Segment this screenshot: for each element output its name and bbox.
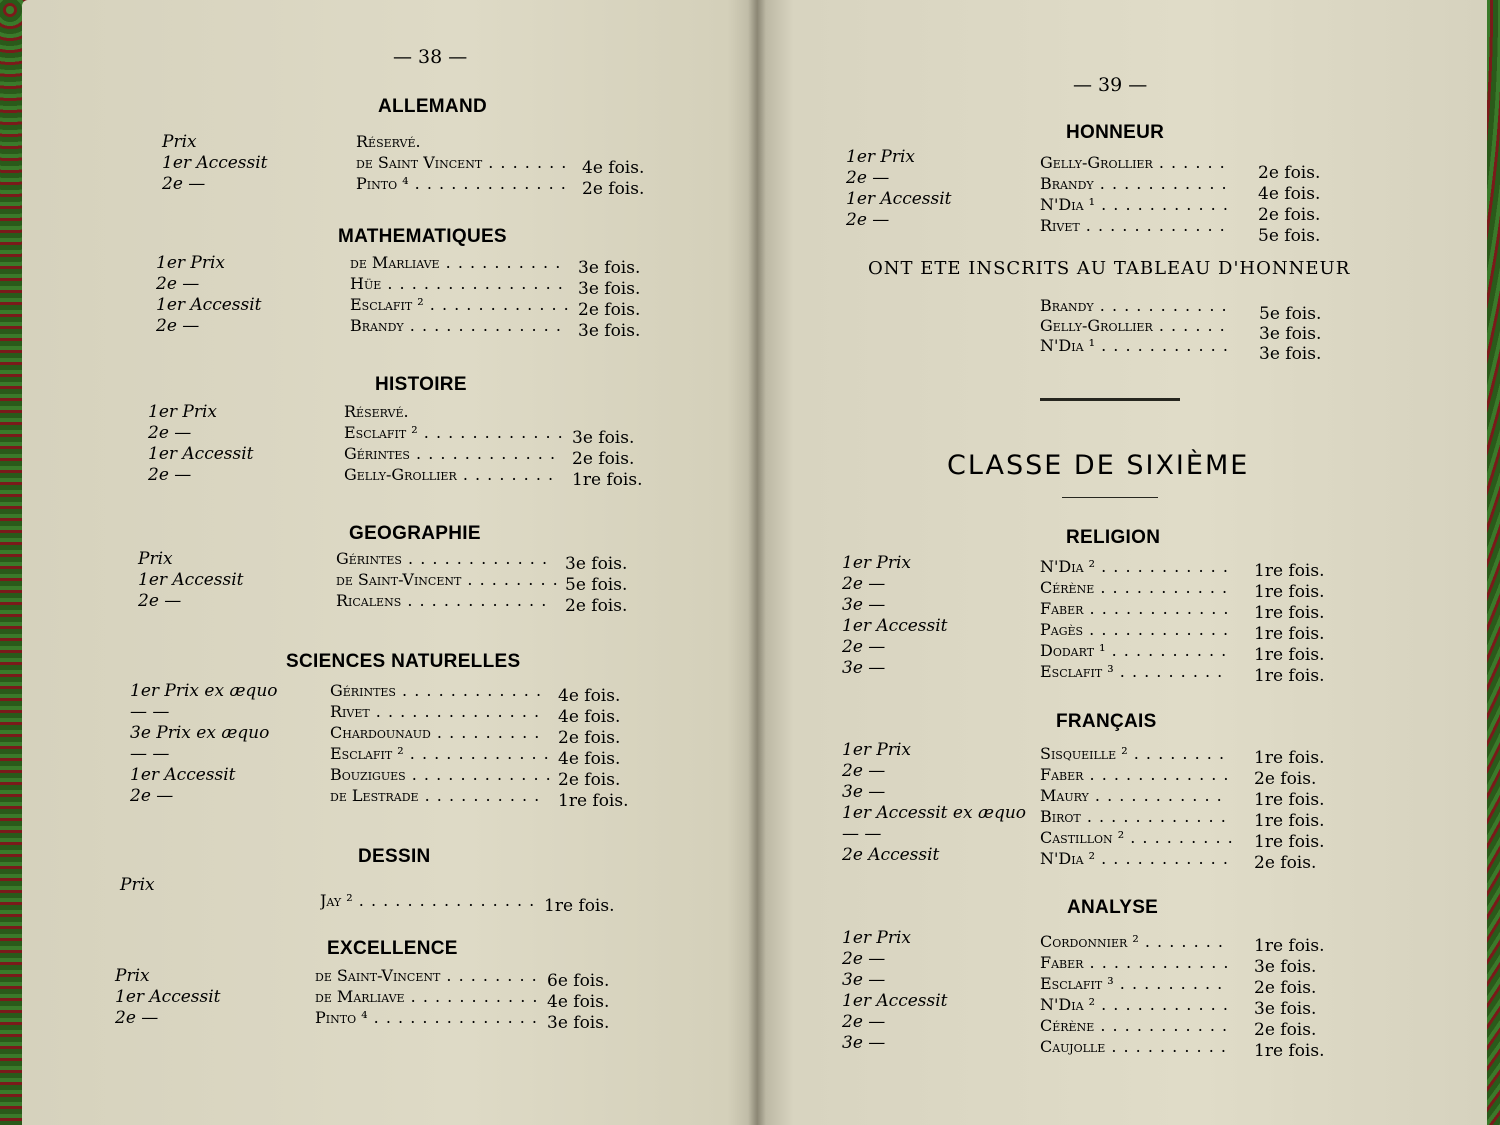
times-count: 1re fois.: [1254, 811, 1325, 831]
student-name: de Lestrade . . .: [330, 786, 552, 807]
award-label: 2e —: [130, 786, 174, 806]
times-count: 1re fois.: [1254, 748, 1325, 768]
student-name: Réservé.: [356, 132, 421, 151]
award-label: 3e —: [842, 1033, 886, 1053]
student-name: Birot . . .: [1040, 807, 1234, 828]
student-name-cell: [1040, 316, 1230, 337]
student-name: Maury . . .: [1040, 786, 1234, 807]
award-label: 2e —: [138, 591, 182, 611]
student-name-cell: [1040, 1016, 1234, 1037]
student-name-cell: [1040, 641, 1234, 662]
times-count: 3e fois.: [578, 258, 641, 278]
student-name-cell: [1040, 296, 1230, 317]
student-name: Jay ² . . .: [320, 891, 538, 912]
class-title: CLASSE DE SIXIÈME: [947, 450, 1250, 481]
award-label: 1er Accessit: [148, 444, 254, 464]
times-count: 1re fois.: [1254, 1041, 1325, 1061]
times-count: 2e fois.: [1254, 769, 1317, 789]
tableau-honneur-title: ONT ETE INSCRITS AU TABLEAU D'HONNEUR: [868, 258, 1351, 279]
times-count: 1re fois.: [572, 470, 643, 490]
student-name: Faber . . .: [1040, 953, 1234, 974]
student-name: Hüe . . .: [350, 274, 572, 295]
times-count: 2e fois.: [558, 770, 621, 790]
times-count: 1re fois.: [1254, 603, 1325, 623]
student-name-cell: [315, 1008, 541, 1029]
student-name: Cérène . . .: [1040, 1016, 1234, 1037]
student-name: Gelly-Grollier . . .: [1040, 153, 1230, 174]
award-label: 3e —: [842, 782, 886, 802]
times-count: 3e fois.: [1254, 957, 1317, 977]
award-label: 1er Prix: [842, 928, 911, 948]
student-name-cell: [320, 891, 538, 912]
times-count: 1re fois.: [1254, 645, 1325, 665]
times-count: 1re fois.: [1254, 832, 1325, 852]
student-name-cell: [1040, 174, 1230, 195]
award-label: Prix: [138, 549, 173, 569]
student-name: N'Dia ¹ . . .: [1040, 336, 1230, 357]
student-name-cell: [1040, 578, 1234, 599]
times-count: 1re fois.: [558, 791, 629, 811]
student-name-cell: [1040, 336, 1230, 357]
student-name: N'Dia ² . . .: [1040, 995, 1234, 1016]
times-count: 5e fois.: [1259, 304, 1322, 324]
times-count: 6e fois.: [547, 971, 610, 991]
times-count: 4e fois.: [558, 686, 621, 706]
award-label: Prix: [120, 875, 155, 895]
student-name-cell: [344, 423, 566, 444]
section-title-mathematiques: MATHEMATIQUES: [338, 226, 507, 247]
award-label: 1er Accessit: [162, 153, 268, 173]
student-name: Pagès . . .: [1040, 620, 1234, 641]
student-name-cell: [1040, 953, 1234, 974]
section-title-analyse: ANALYSE: [1067, 897, 1159, 918]
times-count: 2e fois.: [565, 596, 628, 616]
award-label: 2e —: [842, 574, 886, 594]
award-label: 2e —: [842, 761, 886, 781]
student-name-cell: [1040, 765, 1234, 786]
times-count: 1re fois.: [1254, 624, 1325, 644]
student-name-cell: [330, 681, 552, 702]
times-count: 2e fois.: [578, 300, 641, 320]
times-count: 4e fois.: [558, 707, 621, 727]
times-count: 4e fois.: [547, 992, 610, 1012]
award-label: 2e —: [842, 949, 886, 969]
times-count: 4e fois.: [1258, 184, 1321, 204]
award-label: 1er Accessit: [842, 991, 948, 1011]
student-name-cell: [330, 786, 552, 807]
award-label: 1er Accessit: [115, 987, 221, 1007]
student-name-cell: [1040, 995, 1234, 1016]
student-name-cell: [315, 966, 541, 987]
student-name-cell: [330, 765, 552, 786]
times-count: 2e fois.: [1258, 205, 1321, 225]
section-title-histoire: HISTOIRE: [375, 374, 467, 395]
student-name: de Saint-Vincent . . .: [315, 966, 541, 987]
student-name: de Marliave . . .: [350, 253, 572, 274]
times-count: 1re fois.: [1254, 666, 1325, 686]
award-label: 2e —: [156, 274, 200, 294]
student-name-cell: [1040, 828, 1234, 849]
student-name-cell: [356, 174, 576, 195]
award-label: Prix: [115, 966, 150, 986]
section-title-honneur: HONNEUR: [1066, 122, 1165, 143]
student-name-cell: [344, 444, 566, 465]
times-count: 1re fois.: [1254, 936, 1325, 956]
student-name-cell: [1040, 153, 1230, 174]
student-name: Réservé.: [344, 402, 409, 421]
student-name: N'Dia ² . . .: [1040, 849, 1234, 870]
student-name: Cordonnier ² . . .: [1040, 932, 1234, 953]
award-label: 1er Prix: [156, 253, 225, 273]
student-name-cell: [1040, 1037, 1234, 1058]
student-name-cell: [1040, 849, 1234, 870]
student-name: Esclafit ³ . . .: [1040, 662, 1234, 683]
student-name-cell: [315, 987, 541, 1008]
award-label: — —: [130, 702, 170, 722]
award-label: 1er Accessit ex æquo: [842, 803, 1027, 823]
student-name: Sisqueille ² . . .: [1040, 744, 1234, 765]
student-name: Brandy . . .: [350, 316, 572, 337]
student-name: Gérintes . . .: [344, 444, 566, 465]
times-count: 2e fois.: [1254, 853, 1317, 873]
student-name-cell: [350, 253, 572, 274]
section-title-français: FRANÇAIS: [1056, 711, 1157, 732]
student-name-cell: [1040, 744, 1234, 765]
student-name-cell: [336, 570, 559, 591]
student-name-cell: [350, 295, 572, 316]
student-name-cell: [336, 591, 559, 612]
award-label: 1er Accessit: [138, 570, 244, 590]
student-name-cell: [330, 744, 552, 765]
times-count: 3e fois.: [578, 279, 641, 299]
student-name: Caujolle . . .: [1040, 1037, 1234, 1058]
book-gutter: [748, 0, 766, 1125]
class-title-underline: [1062, 497, 1158, 498]
student-name-cell: [350, 274, 572, 295]
times-count: 3e fois.: [547, 1013, 610, 1033]
times-count: 2e fois.: [1254, 978, 1317, 998]
times-count: 3e fois.: [1259, 324, 1322, 344]
award-label: 1er Prix: [846, 147, 915, 167]
student-name-cell: [1040, 974, 1234, 995]
times-count: 1re fois.: [544, 896, 615, 916]
student-name: Gérintes . . .: [336, 549, 559, 570]
times-count: 2e fois.: [572, 449, 635, 469]
award-label: 3e —: [842, 658, 886, 678]
times-count: 1re fois.: [1254, 561, 1325, 581]
award-label: 1er Prix: [842, 740, 911, 760]
section-title-allemand: ALLEMAND: [378, 96, 487, 117]
times-count: 3e fois.: [1254, 999, 1317, 1019]
times-count: 1re fois.: [1254, 790, 1325, 810]
award-label: — —: [842, 824, 882, 844]
student-name: Esclafit ² . . .: [344, 423, 566, 444]
student-name-cell: [350, 316, 572, 337]
student-name-cell: [1040, 557, 1234, 578]
student-name-cell: [344, 465, 566, 486]
section-title-sciences-naturelles: SCIENCES NATURELLES: [286, 651, 521, 672]
times-count: 4e fois.: [558, 749, 621, 769]
award-label: 2e —: [842, 1012, 886, 1032]
award-label: 1er Prix: [148, 402, 217, 422]
section-title-religion: RELIGION: [1066, 527, 1161, 548]
times-count: 2e fois.: [1258, 163, 1321, 183]
times-count: 3e fois.: [565, 554, 628, 574]
section-title-dessin: DESSIN: [358, 846, 431, 867]
student-name-cell: [1040, 620, 1234, 641]
times-count: 2e fois.: [558, 728, 621, 748]
award-label: Prix: [162, 132, 197, 152]
student-name-cell: [356, 132, 576, 153]
times-count: 4e fois.: [582, 158, 645, 178]
student-name: Faber . . .: [1040, 599, 1234, 620]
award-label: 3e —: [842, 970, 886, 990]
student-name: de Marliave . . .: [315, 987, 541, 1008]
award-label: 1er Accessit: [842, 616, 948, 636]
award-label: 2e —: [148, 423, 192, 443]
student-name: de Saint Vincent . . .: [356, 153, 576, 174]
student-name: Chardounaud . . .: [330, 723, 552, 744]
award-label: 2e —: [115, 1008, 159, 1028]
separator-rule: [1040, 398, 1180, 401]
times-count: 5e fois.: [565, 575, 628, 595]
student-name: Gelly-Grollier . . .: [1040, 316, 1230, 337]
right-page-number: — 39 —: [1073, 74, 1148, 96]
student-name: Faber . . .: [1040, 765, 1234, 786]
student-name-cell: [336, 549, 559, 570]
student-name-cell: [1040, 216, 1230, 237]
student-name-cell: [1040, 195, 1230, 216]
times-count: 3e fois.: [572, 428, 635, 448]
student-name-cell: [344, 402, 566, 423]
student-name-cell: [1040, 786, 1234, 807]
student-name: Pinto ⁴ . . .: [356, 174, 576, 195]
student-name: Brandy . . .: [1040, 296, 1230, 317]
student-name: Cérène . . .: [1040, 578, 1234, 599]
left-page-number: — 38 —: [393, 46, 468, 68]
times-count: 2e fois.: [582, 179, 645, 199]
award-label: 1er Accessit: [846, 189, 952, 209]
times-count: 3e fois.: [578, 321, 641, 341]
student-name: Esclafit ² . . .: [330, 744, 552, 765]
award-label: 1er Prix ex æquo: [130, 681, 278, 701]
student-name-cell: [1040, 932, 1234, 953]
award-label: — —: [130, 744, 170, 764]
times-count: 5e fois.: [1258, 226, 1321, 246]
award-label: 2e Accessit: [842, 845, 940, 865]
student-name-cell: [1040, 662, 1234, 683]
student-name: Dodart ¹ . . .: [1040, 641, 1234, 662]
award-label: 1er Prix: [842, 553, 911, 573]
student-name: Rivet . . .: [330, 702, 552, 723]
student-name: Castillon ² . . .: [1040, 828, 1234, 849]
award-label: 2e —: [162, 174, 206, 194]
section-title-geographie: GEOGRAPHIE: [349, 523, 481, 544]
student-name-cell: [330, 723, 552, 744]
student-name: Brandy . . .: [1040, 174, 1230, 195]
student-name: Esclafit ³ . . .: [1040, 974, 1234, 995]
times-count: 3e fois.: [1259, 344, 1322, 364]
section-title-excellence: EXCELLENCE: [327, 938, 458, 959]
award-label: 2e —: [156, 316, 200, 336]
student-name: N'Dia ¹ . . .: [1040, 195, 1230, 216]
student-name-cell: [330, 702, 552, 723]
student-name: Ricalens . . .: [336, 591, 559, 612]
student-name: Rivet . . .: [1040, 216, 1230, 237]
times-count: 1re fois.: [1254, 582, 1325, 602]
times-count: 2e fois.: [1254, 1020, 1317, 1040]
award-label: 2e —: [148, 465, 192, 485]
award-label: 2e —: [846, 210, 890, 230]
student-name: de Saint-Vincent . . .: [336, 570, 559, 591]
award-label: 2e —: [846, 168, 890, 188]
student-name-cell: [356, 153, 576, 174]
student-name: Gérintes . . .: [330, 681, 552, 702]
award-label: 3e —: [842, 595, 886, 615]
award-label: 2e —: [842, 637, 886, 657]
award-label: 1er Accessit: [130, 765, 236, 785]
award-label: 1er Accessit: [156, 295, 262, 315]
student-name: Pinto ⁴ . . .: [315, 1008, 541, 1029]
student-name-cell: [1040, 599, 1234, 620]
student-name: N'Dia ² . . .: [1040, 557, 1234, 578]
student-name: Esclafit ² . . .: [350, 295, 572, 316]
student-name: Bouzigues . . .: [330, 765, 552, 786]
student-name: Gelly-Grollier . . .: [344, 465, 566, 486]
award-label: 3e Prix ex æquo: [130, 723, 270, 743]
student-name-cell: [1040, 807, 1234, 828]
